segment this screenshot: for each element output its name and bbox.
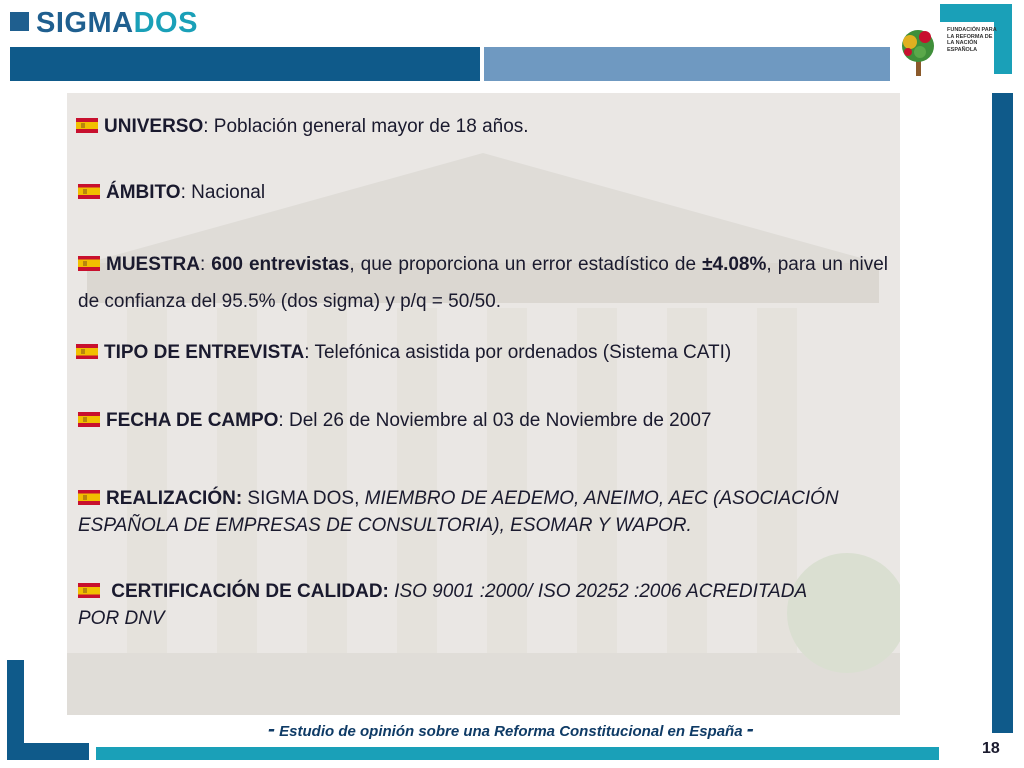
item-tipo (76, 339, 731, 366)
footer-title-text: Estudio de opinión sobre una Reforma Constitucional en España (279, 723, 743, 740)
muestra-count: 600 entrevistas (211, 254, 350, 275)
spain-flag-icon (78, 412, 100, 427)
brand-logo-square (10, 12, 29, 31)
fecha-label: FECHA DE CAMPO (106, 410, 279, 431)
footer-title (268, 718, 754, 742)
item-certificacion (78, 578, 838, 632)
spain-flag-icon (78, 490, 100, 505)
universo-text: : Población general mayor de 18 años. (203, 116, 529, 137)
spain-flag-icon (78, 256, 100, 271)
item-universo (76, 113, 529, 140)
brand-logo-part1: SIGMA (36, 7, 134, 39)
ambito-text: : Nacional (180, 182, 266, 203)
universo-label: UNIVERSO (104, 116, 204, 137)
spain-flag-icon (78, 184, 100, 199)
item-realizacion (78, 485, 888, 539)
spain-flag-icon (76, 344, 98, 359)
certificacion-italic: ISO 9001 :2000/ ISO 20252 :2006 ACREDITADA POR DNV (78, 581, 807, 629)
muestra-label: MUESTRA (106, 254, 200, 275)
fundacion-caption: FUNDACIÓN PARA LA REFORMA DE LA NACIÓN ESPAÑOLA (947, 27, 997, 53)
tipo-label: TIPO DE ENTREVISTA (104, 342, 305, 363)
page-number: 18 (982, 740, 1000, 757)
header-band-dark (10, 47, 480, 81)
brand-logo (36, 6, 198, 40)
header-band-light (484, 47, 890, 81)
muestra-text1: , que proporciona un error estadístico de (349, 254, 697, 275)
brand-logo-part2: DOS (133, 7, 198, 39)
muestra-sep: : (199, 254, 206, 275)
item-fecha (78, 407, 711, 434)
tipo-text: : Telefónica asistida por ordenados (Sistema CATI) (304, 342, 732, 363)
muestra-text2: , para un nivel de confianza del 95.5% (dos sigma) y p/q = 50/50. (78, 254, 888, 312)
realizacion-text: SIGMA DOS, (242, 488, 365, 509)
realizacion-label: REALIZACIÓN: (106, 488, 243, 509)
fecha-text: : Del 26 de Noviembre al 03 de Noviembre de 2007 (278, 410, 712, 431)
certificacion-label: CERTIFICACIÓN DE CALIDAD: (111, 581, 389, 602)
spain-flag-icon (78, 583, 100, 598)
muestra-error: ±4.08% (702, 254, 767, 275)
item-ambito (78, 179, 265, 206)
footer-dash-left: - (268, 718, 275, 741)
footer-accent-line (96, 747, 939, 760)
item-muestra (78, 246, 888, 320)
left-corner-bar-horizontal (7, 743, 89, 760)
right-accent-bar (992, 93, 1013, 733)
ambito-label: ÁMBITO (106, 182, 181, 203)
footer-dash-right: - (746, 718, 754, 741)
spain-flag-icon (76, 118, 98, 133)
realizacion-italic: MIEMBRO DE AEDEMO, ANEIMO, AEC (ASOCIACIÓN ESPAÑOLA DE EMPRESAS DE CONSULTORIA), ESOMAR Y WAPOR. (78, 488, 839, 536)
